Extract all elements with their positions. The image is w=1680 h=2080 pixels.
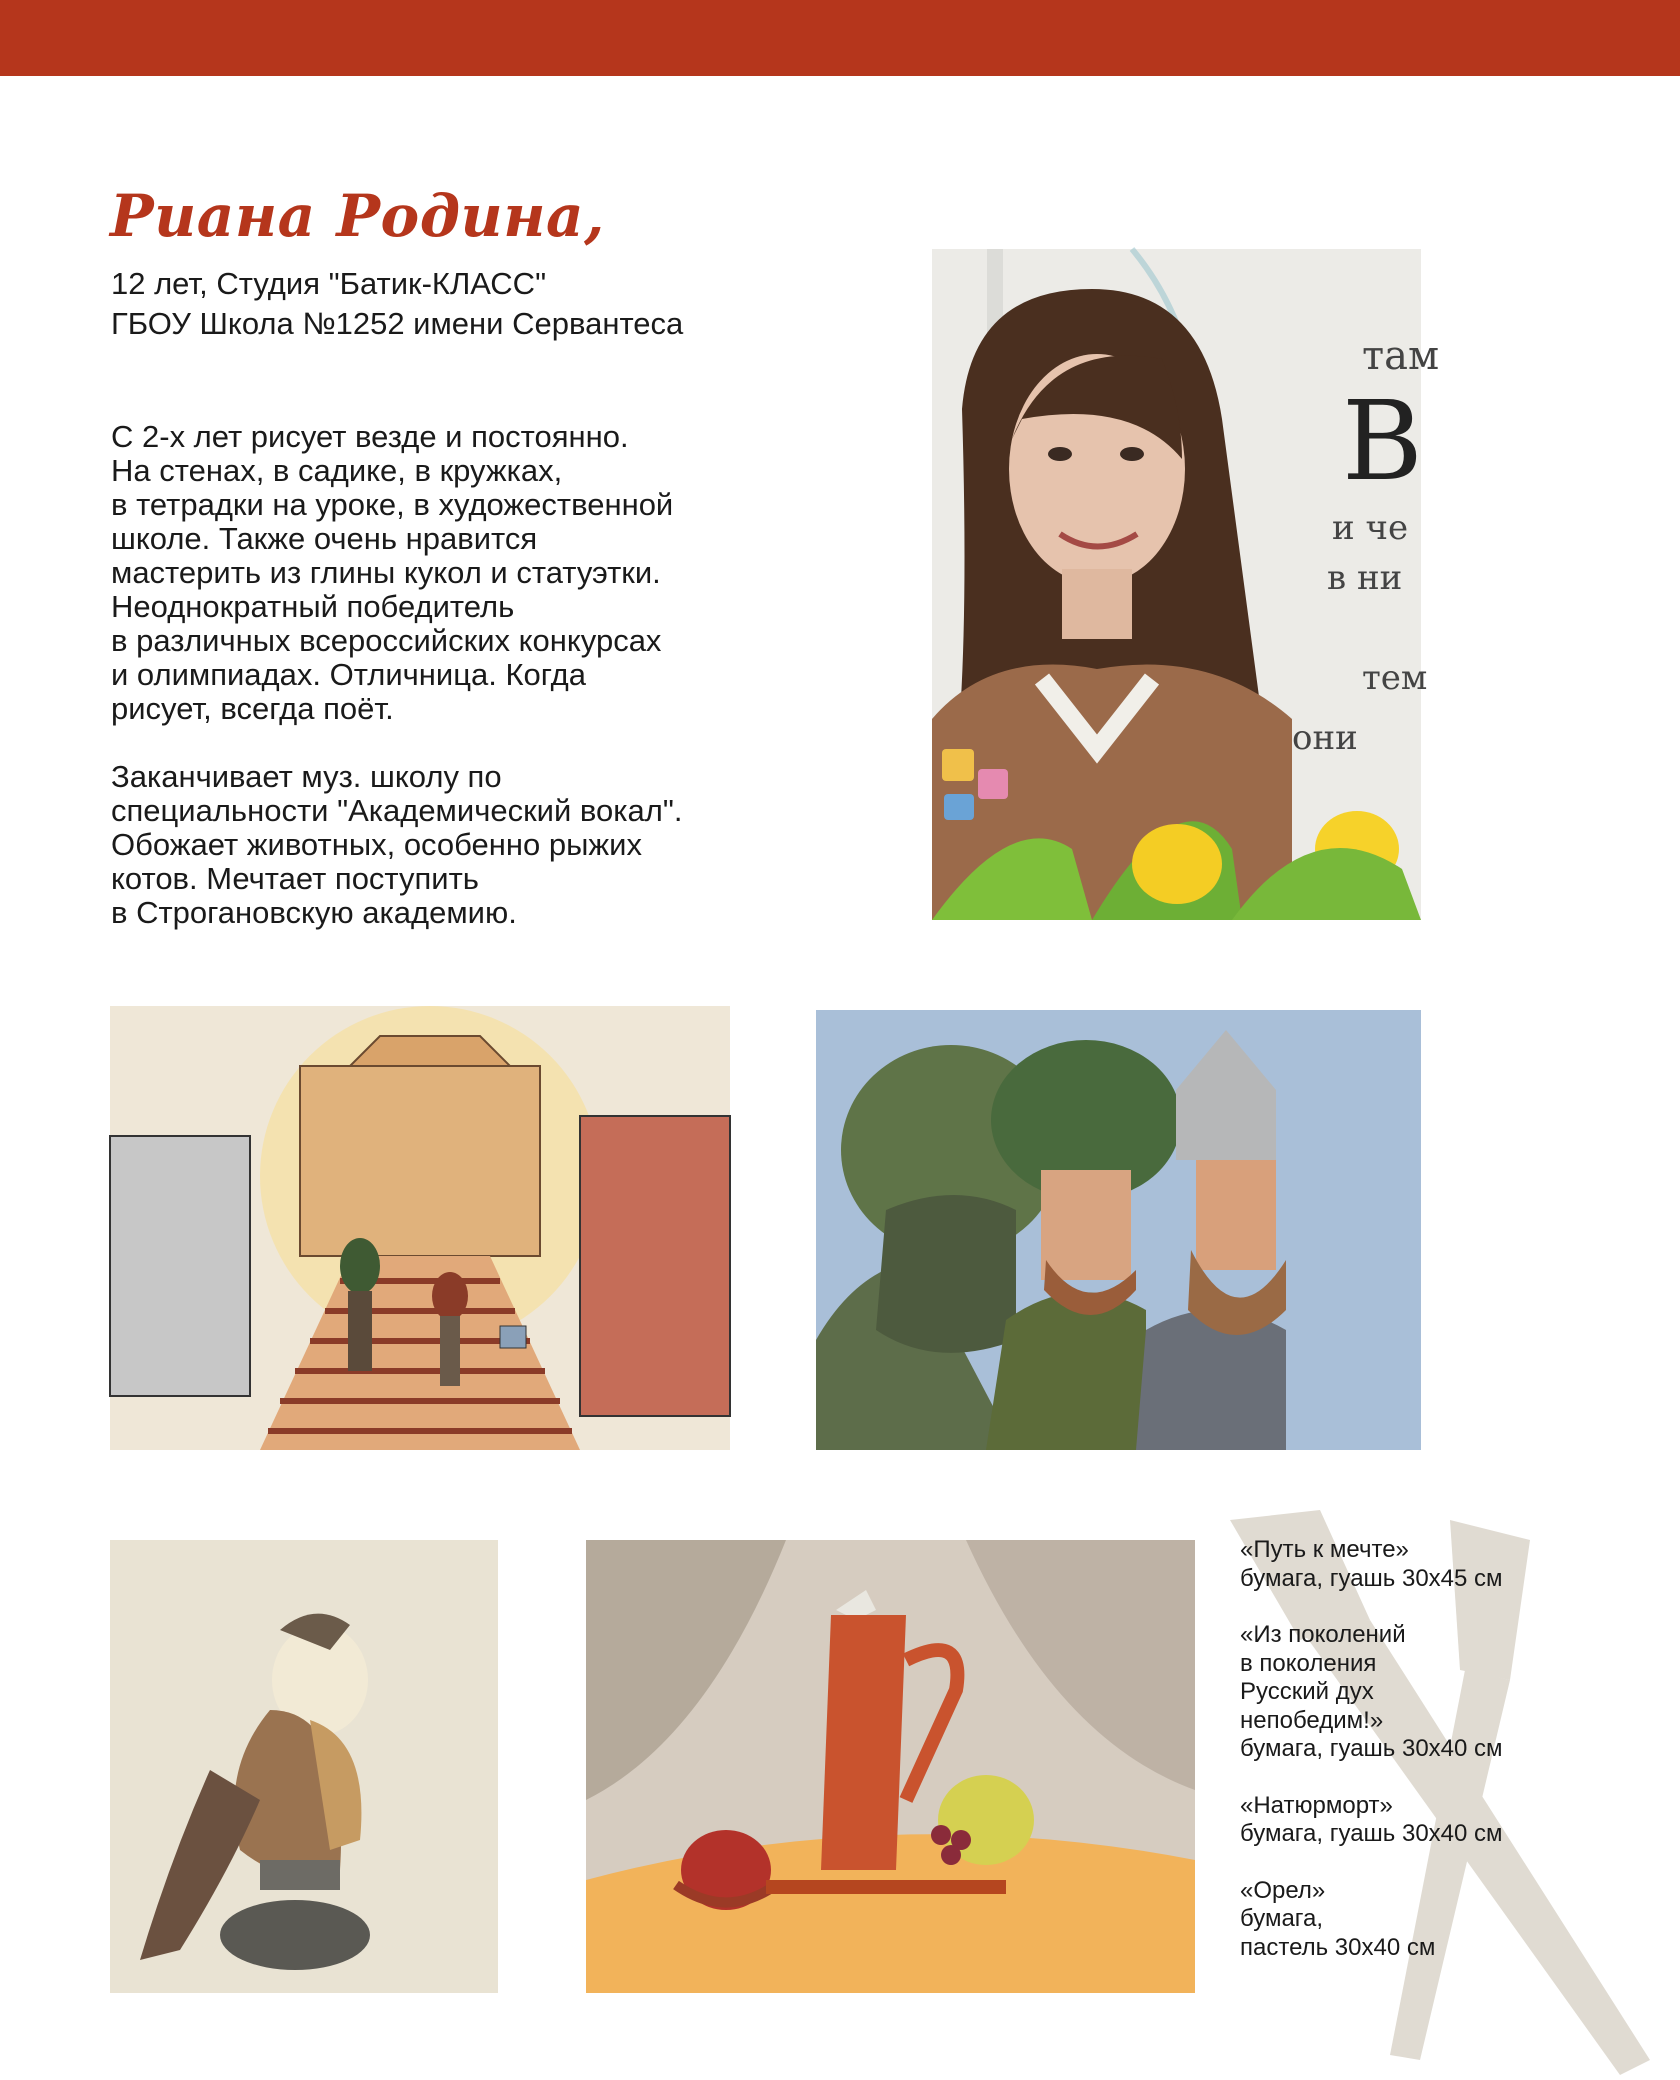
artist-school: ГБОУ Школа №1252 имени Сервантеса bbox=[111, 306, 684, 341]
bio-line: в Строгановскую академию. bbox=[111, 895, 517, 930]
caption-title: «Путь к мечте» bbox=[1240, 1536, 1409, 1563]
bio-line: Заканчивает муз. школу по bbox=[111, 759, 502, 794]
bio-line: и олимпиадах. Отличница. Когда bbox=[111, 657, 586, 692]
artwork-captions bbox=[1240, 1536, 1660, 1990]
caption-title: «Из поколений bbox=[1240, 1621, 1406, 1648]
caption-title: «Натюрморт» bbox=[1240, 1791, 1393, 1819]
artwork-generations bbox=[816, 1010, 1421, 1450]
caption-generations bbox=[1240, 1621, 1660, 1764]
artist-bio bbox=[111, 420, 831, 964]
bio-line: Обожает животных, особенно рыжих bbox=[111, 827, 642, 862]
artist-name: Риана Родина, bbox=[110, 182, 605, 250]
header-bar bbox=[0, 0, 1680, 76]
caption-path-to-dream bbox=[1240, 1536, 1660, 1593]
caption-medium: бумага, гуашь 30х45 см bbox=[1240, 1564, 1503, 1592]
bio-line: в различных всероссийских конкурсах bbox=[111, 623, 662, 658]
caption-eagle bbox=[1240, 1877, 1660, 1963]
caption-title: в поколения bbox=[1240, 1649, 1377, 1677]
bio-line: Неоднократный победитель bbox=[111, 589, 515, 624]
bio-line: котов. Мечтает поступить bbox=[111, 861, 479, 896]
caption-still-life bbox=[1240, 1792, 1660, 1849]
bio-line: С 2-х лет рисует везде и постоянно. bbox=[111, 419, 629, 454]
bio-paragraph-1 bbox=[111, 420, 831, 726]
caption-medium: бумага, гуашь 30х40 см bbox=[1240, 1820, 1503, 1847]
caption-title: «Орел» bbox=[1240, 1876, 1326, 1904]
artwork-still-life bbox=[586, 1540, 1195, 1993]
caption-medium: бумага, bbox=[1240, 1905, 1324, 1932]
bio-line: школе. Также очень нравится bbox=[111, 521, 538, 556]
bio-paragraph-2 bbox=[111, 760, 831, 930]
artist-age-studio: 12 лет, Студия "Батик-КЛАСС" bbox=[111, 266, 547, 301]
bio-line: мастерить из глины кукол и статуэтки. bbox=[111, 555, 661, 590]
svg-text:В: В bbox=[1342, 377, 1423, 505]
caption-medium: бумага, гуашь 30х40 см bbox=[1240, 1735, 1503, 1762]
bio-line: рисует, всегда поёт. bbox=[111, 691, 394, 726]
bio-line: На стенах, в садике, в кружках, bbox=[111, 453, 563, 488]
svg-text:в ни: в ни bbox=[1327, 558, 1403, 598]
svg-text:они: они bbox=[1292, 718, 1358, 758]
artwork-eagle bbox=[110, 1540, 498, 1993]
svg-text:там: там bbox=[1362, 333, 1440, 379]
svg-text:и че: и че bbox=[1332, 508, 1409, 548]
svg-text:тем: тем bbox=[1362, 658, 1428, 698]
artist-portrait-photo bbox=[932, 249, 1440, 920]
bio-line: специальности "Академический вокал". bbox=[111, 793, 683, 828]
caption-title: непобедим!» bbox=[1240, 1706, 1384, 1734]
artist-subtitle bbox=[111, 264, 683, 344]
caption-title: Русский дух bbox=[1240, 1678, 1374, 1705]
caption-medium: пастель 30х40 см bbox=[1240, 1933, 1436, 1961]
bio-line: в тетрадки на уроке, в художественной bbox=[111, 487, 674, 522]
artwork-path-to-dream bbox=[110, 1006, 730, 1450]
